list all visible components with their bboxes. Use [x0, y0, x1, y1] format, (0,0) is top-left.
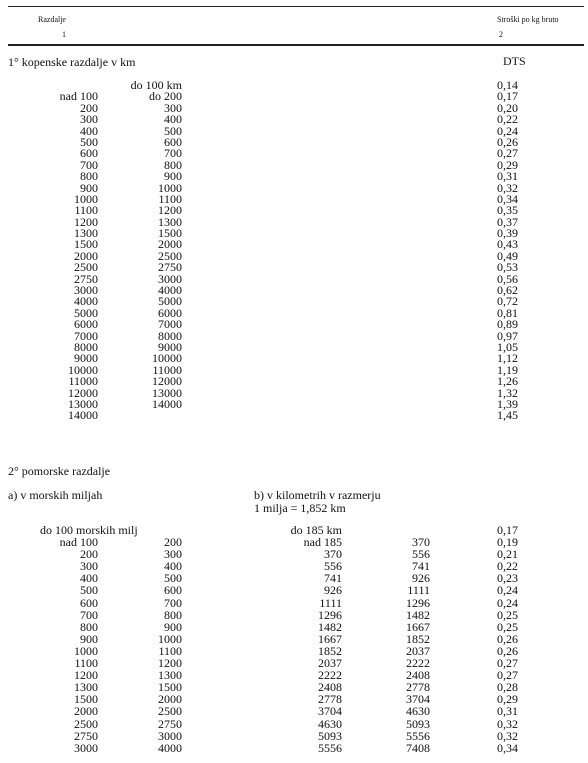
- section2-b-to-cell: 4630: [406, 704, 430, 719]
- section2-a-from-cell: 700: [80, 607, 98, 622]
- section1-title: 1° kopenske razdalje v km: [8, 55, 136, 69]
- section2-b-to-cell: 2222: [406, 656, 430, 671]
- header-col1-title: Razdalje: [38, 15, 66, 24]
- section2-subtitle-a: a) v morskih miljah: [8, 488, 103, 502]
- section1-cost-cell: 0,62: [497, 283, 518, 298]
- section1-to-cell: 1000: [158, 180, 182, 195]
- section1-from-cell: 600: [80, 146, 98, 161]
- section2-a-from-cell: 200: [80, 547, 98, 562]
- section1-to-cell: 600: [164, 134, 182, 149]
- section1-cost-cell: 1,19: [497, 362, 518, 377]
- section1-to-cell: 900: [164, 169, 182, 184]
- section2-b-from-cell: 926: [324, 583, 342, 598]
- section2-b-to-cell: 2037: [406, 643, 430, 658]
- section1-from-cell: 900: [80, 180, 98, 195]
- section2-b-from-cell: 1667: [318, 631, 342, 646]
- section1-from-cell: 1100: [74, 203, 98, 218]
- section1-to-cell: 12000: [152, 374, 182, 389]
- section1-from-cell: 700: [80, 157, 98, 172]
- section1-cost-cell: 1,45: [497, 408, 518, 423]
- section1-cost-cell: 0,49: [497, 248, 518, 263]
- section1-cost-cell: 0,81: [497, 305, 518, 320]
- section2-b-to-cell: 5556: [406, 728, 430, 743]
- section2-cost-cell: 0,19: [497, 535, 518, 550]
- section1-cost-cell: 0,32: [497, 180, 518, 195]
- section2-b-from-cell: nad 185: [303, 535, 342, 550]
- header-col1-number: 1: [62, 30, 66, 39]
- section2-b-to-cell: 5093: [406, 716, 430, 731]
- section2-cost-cell: 0,29: [497, 692, 518, 707]
- section2-a-to-cell: 900: [164, 619, 182, 634]
- section2-b-from-cell: 2037: [318, 656, 342, 671]
- header-col2-number: 2: [499, 30, 503, 39]
- section1-to-cell: do 100 km: [130, 78, 182, 92]
- section1-cost-cell: 0,20: [497, 100, 518, 115]
- section1-to-cell: 300: [164, 100, 182, 115]
- section2-a-to-cell: 2500: [158, 704, 182, 719]
- top-rule: [8, 6, 584, 7]
- section1-from-cell: nad 100: [59, 89, 98, 104]
- section1-to-cell: 2500: [158, 248, 182, 263]
- section1-to-cell: 400: [164, 112, 182, 127]
- section2-cost-cell: 0,26: [497, 631, 518, 646]
- section2-a-from-cell: do 100 morskih milj: [40, 523, 138, 537]
- section2-a-from-cell: 400: [80, 571, 98, 586]
- section1-to-cell: 7000: [158, 317, 182, 332]
- section1-cost-cell: 0,26: [497, 134, 518, 149]
- section2-cost-cell: 0,25: [497, 619, 518, 634]
- section2-a-from-cell: 1200: [74, 668, 98, 683]
- header-col2-title: Stroški po kg bruto: [497, 15, 559, 24]
- section1-from-cell: 1000: [74, 191, 98, 206]
- section2-b-from-cell: 2778: [318, 692, 342, 707]
- section2-ratio: 1 milja = 1,852 km: [254, 501, 346, 515]
- section2-a-from-cell: 2500: [74, 716, 98, 731]
- section1-from-cell: 1500: [74, 237, 98, 252]
- section2-cost-cell: 0,31: [497, 704, 518, 719]
- section1-to-cell: 2750: [158, 260, 182, 275]
- section1-from-cell: 500: [80, 134, 98, 149]
- section1-from-cell: 13000: [68, 396, 98, 411]
- section2-b-to-cell: 556: [412, 547, 430, 562]
- section2-b-from-cell: 5556: [318, 740, 342, 755]
- section2-a-from-cell: 600: [80, 595, 98, 610]
- section1-cost-cell: 0,34: [497, 191, 518, 206]
- section1-to-cell: 2000: [158, 237, 182, 252]
- section2-a-to-cell: 3000: [158, 728, 182, 743]
- section1-to-cell: 11000: [152, 362, 182, 377]
- section2-b-from-cell: 1111: [319, 595, 342, 610]
- section2-b-from-cell: 556: [324, 559, 342, 574]
- section2-b-from-cell: 370: [324, 547, 342, 562]
- section1-cost-cell: 1,26: [497, 374, 518, 389]
- section2-a-from-cell: 300: [80, 559, 98, 574]
- section2-a-to-cell: 300: [164, 547, 182, 562]
- section1-cost-cell: 0,53: [497, 260, 518, 275]
- section1-cost-cell: 0,22: [497, 112, 518, 127]
- section2-subtitle-b: b) v kilometrih v razmerju: [254, 488, 381, 502]
- section2-a-to-cell: 800: [164, 607, 182, 622]
- section1-cost-cell: 0,14: [497, 78, 518, 92]
- section1-to-cell: 10000: [152, 351, 182, 366]
- section2-a-to-cell: 400: [164, 559, 182, 574]
- section1-to-cell: 1300: [158, 214, 182, 229]
- section2-a-from-cell: 3000: [74, 740, 98, 755]
- section2-cost-cell: 0,23: [497, 571, 518, 586]
- section2-b-from-cell: 4630: [318, 716, 342, 731]
- section1-to-cell: 9000: [158, 339, 182, 354]
- section1-to-column: [120, 80, 182, 422]
- section1-from-cell: 1200: [74, 214, 98, 229]
- section2-a-to-cell: 700: [164, 595, 182, 610]
- section2-b-to-cell: 7408: [406, 740, 430, 755]
- section1-to-cell: 1100: [158, 191, 182, 206]
- section2-a-to-cell: 600: [164, 583, 182, 598]
- section1-to-cell: 3000: [158, 271, 182, 286]
- section2-a-from-cell: 500: [80, 583, 98, 598]
- section1-from-cell: 400: [80, 123, 98, 138]
- section1-cost-cell: 0,37: [497, 214, 518, 229]
- section1-to-cell: 500: [164, 123, 182, 138]
- section1-cost-cell: 0,24: [497, 123, 518, 138]
- section1-to-cell: 800: [164, 157, 182, 172]
- section1-from-cell: 300: [80, 112, 98, 127]
- section1-from-cell: 1300: [74, 226, 98, 241]
- section1-to-cell: 14000: [152, 396, 182, 411]
- section2-a-from-cell: 1300: [74, 680, 98, 695]
- section1-from-cell: 5000: [74, 305, 98, 320]
- section1-from-cell: 800: [80, 169, 98, 184]
- section2-a-to-cell: 500: [164, 571, 182, 586]
- section2-b-from-cell: do 185 km: [290, 523, 342, 537]
- section2-a-from-cell: 800: [80, 619, 98, 634]
- section1-cost-cell: 0,72: [497, 294, 518, 309]
- section1-cost-cell: 1,12: [497, 351, 518, 366]
- section2-b-to-cell: 1852: [406, 631, 430, 646]
- section1-from-cell: 200: [80, 100, 98, 115]
- section1-cost-cell: 0,43: [497, 237, 518, 252]
- section1-from-cell: 2500: [74, 260, 98, 275]
- section2-b-from-cell: 5093: [318, 728, 342, 743]
- section2-a-from-cell: 2000: [74, 704, 98, 719]
- section2-b-to-cell: 2778: [406, 680, 430, 695]
- section2-b-from-column: [270, 524, 342, 754]
- section1-from-cell: 14000: [68, 408, 98, 423]
- section1-cost-cell: 0,56: [497, 271, 518, 286]
- section2-b-to-cell: 370: [412, 535, 430, 550]
- section2-a-from-column: [40, 523, 138, 755]
- section2-b-from-cell: 1296: [318, 607, 342, 622]
- section2-b-to-cell: 3704: [406, 692, 430, 707]
- section2-cost-cell: 0,28: [497, 680, 518, 695]
- section1-from-cell: 3000: [74, 283, 98, 298]
- section1-from-cell: 7000: [74, 328, 98, 343]
- section2-cost-cell: 0,21: [497, 547, 518, 562]
- section2-b-from-cell: 741: [324, 571, 342, 586]
- section2-a-to-cell: 1500: [158, 680, 182, 695]
- section1-from-cell: 9000: [74, 351, 98, 366]
- section2-a-to-cell: 2750: [158, 716, 182, 731]
- section1-from-cell: 11000: [68, 374, 98, 389]
- section1-cost-column: [497, 80, 537, 422]
- section2-cost-cell: 0,27: [497, 668, 518, 683]
- section1-cost-cell: 1,05: [497, 339, 518, 354]
- section2-a-to-cell: 200: [164, 535, 182, 550]
- section1-cost-cell: 1,39: [497, 396, 518, 411]
- section2-b-from-cell: 1852: [318, 643, 342, 658]
- section1-cost-cell: 0,27: [497, 146, 518, 161]
- section2-a-to-cell: 1300: [158, 668, 182, 683]
- section2-a-from-cell: nad 100: [59, 535, 98, 550]
- section1-from-cell: 6000: [74, 317, 98, 332]
- section1-from-cell: 2750: [74, 271, 98, 286]
- section1-from-cell: 12000: [68, 385, 98, 400]
- section1-unit: DTS: [503, 54, 526, 68]
- section2-b-to-cell: 926: [412, 571, 430, 586]
- section2-a-to-cell: 4000: [158, 740, 182, 755]
- section2-b-to-cell: 741: [412, 559, 430, 574]
- section2-b-to-cell: 2408: [406, 668, 430, 683]
- section1-from-column: [40, 80, 98, 422]
- section1-cost-cell: 0,17: [497, 89, 518, 104]
- section2-cost-cell: 0,24: [497, 583, 518, 598]
- section2-cost-cell: 0,26: [497, 643, 518, 658]
- section1-to-cell: 8000: [158, 328, 182, 343]
- section1-cost-cell: 0,35: [497, 203, 518, 218]
- section1-cost-cell: 0,31: [497, 169, 518, 184]
- section1-to-cell: 13000: [152, 385, 182, 400]
- section1-from-cell: 8000: [74, 339, 98, 354]
- section1-cost-cell: 0,89: [497, 317, 518, 332]
- section2-a-from-cell: 1500: [74, 692, 98, 707]
- section2-b-from-cell: 2408: [318, 680, 342, 695]
- section2-a-from-cell: 900: [80, 631, 98, 646]
- section1-from-cell: 4000: [74, 294, 98, 309]
- section1-to-cell: [120, 410, 182, 421]
- section2-cost-column: [497, 524, 537, 754]
- section2-a-from-cell: 1000: [74, 643, 98, 658]
- section1-to-cell: 1500: [158, 226, 182, 241]
- section2-a-from-cell: 1100: [74, 656, 98, 671]
- header-rule: [8, 44, 584, 46]
- section2-a-to-cell: 1000: [158, 631, 182, 646]
- section1-to-cell: 5000: [158, 294, 182, 309]
- section1-to-cell: 700: [164, 146, 182, 161]
- section2-cost-cell: 0,32: [497, 728, 518, 743]
- section2-cost-cell: 0,17: [497, 523, 518, 537]
- section2-title: 2° pomorske razdalje: [8, 464, 111, 478]
- section2-a-to-cell: 2000: [158, 692, 182, 707]
- section2-b-to-cell: 1111: [407, 583, 430, 598]
- section2-a-to-column: [120, 524, 182, 754]
- section1-cost-cell: 0,29: [497, 157, 518, 172]
- section2-b-to-cell: 1667: [406, 619, 430, 634]
- section2-a-to-cell: 1200: [158, 656, 182, 671]
- section2-a-to-cell: 1100: [158, 643, 182, 658]
- section2-cost-cell: 0,32: [497, 716, 518, 731]
- section2-cost-cell: 0,25: [497, 607, 518, 622]
- section2-cost-cell: 0,27: [497, 656, 518, 671]
- section1-from-cell: 10000: [68, 362, 98, 377]
- section2-b-to-cell: 1296: [406, 595, 430, 610]
- section1-cost-cell: 0,39: [497, 226, 518, 241]
- section2-cost-cell: 0,24: [497, 595, 518, 610]
- section2-b-to-column: [370, 524, 430, 754]
- section2-a-from-cell: 2750: [74, 728, 98, 743]
- section1-from-cell: 2000: [74, 248, 98, 263]
- section1-to-cell: 6000: [158, 305, 182, 320]
- section1-cost-cell: 0,97: [497, 328, 518, 343]
- section1-to-cell: do 200: [149, 89, 182, 104]
- section1-to-cell: 1200: [158, 203, 182, 218]
- section2-b-to-cell: 1482: [406, 607, 430, 622]
- section2-cost-cell: 0,34: [497, 740, 518, 755]
- section2-b-from-cell: 3704: [318, 704, 342, 719]
- section2-b-from-cell: 2222: [318, 668, 342, 683]
- section2-cost-cell: 0,22: [497, 559, 518, 574]
- section1-to-cell: 4000: [158, 283, 182, 298]
- section1-cost-cell: 1,32: [497, 385, 518, 400]
- section2-b-from-cell: 1482: [318, 619, 342, 634]
